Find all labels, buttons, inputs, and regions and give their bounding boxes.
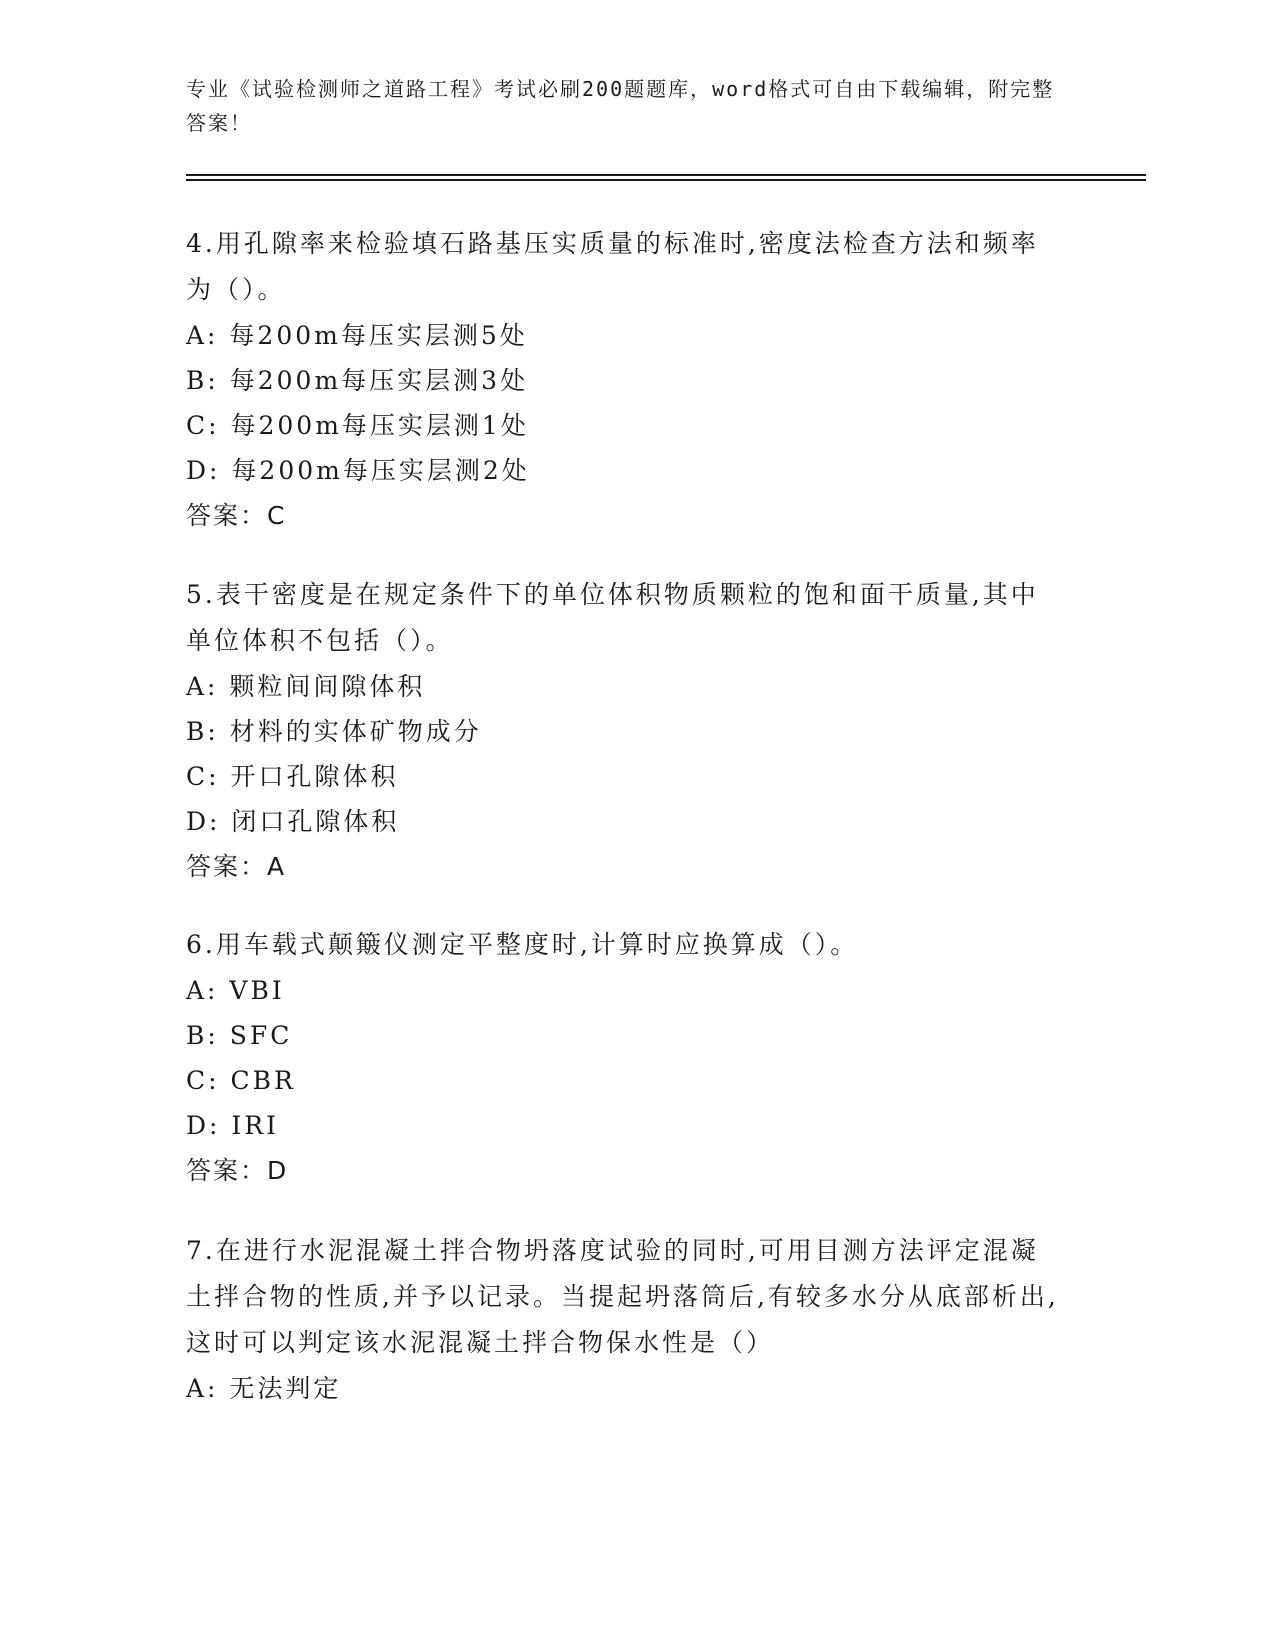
question-text: 5.表干密度是在规定条件下的单位体积物质颗粒的饱和面干质量,其中单位体积不包括（）。: [186, 580, 1039, 655]
option-d: D: 闭口孔隙体积: [186, 807, 400, 836]
question-text: 6.用车载式颠簸仪测定平整度时,计算时应换算成（）。: [186, 930, 859, 959]
question-7: [186, 1228, 1066, 1411]
question-4: [186, 221, 1066, 538]
answer: 答案：D: [186, 1156, 289, 1185]
option-a: A: 无法判定: [186, 1374, 342, 1403]
option-c: C: 每200m每压实层测1处: [186, 411, 529, 440]
option-b: B: 每200m每压实层测3处: [186, 366, 529, 395]
option-a: A: 颗粒间间隙体积: [186, 672, 426, 701]
answer: 答案：C: [186, 501, 287, 530]
header-divider-bottom: [186, 179, 1146, 181]
option-c: C: CBR: [186, 1066, 296, 1095]
question-text: 4.用孔隙率来检验填石路基压实质量的标准时,密度法检查方法和频率为（）。: [186, 229, 1039, 304]
option-b: B: 材料的实体矿物成分: [186, 717, 482, 746]
option-a: A: VBI: [186, 976, 285, 1005]
question-5: [186, 572, 1066, 889]
option-a: A: 每200m每压实层测5处: [186, 321, 528, 350]
option-b: B: SFC: [186, 1021, 293, 1050]
option-c: C: 开口孔隙体积: [186, 762, 399, 791]
option-d: D: IRI: [186, 1111, 279, 1140]
header-divider-top: [186, 174, 1146, 176]
question-6: [186, 922, 1066, 1193]
option-d: D: 每200m每压实层测2处: [186, 456, 530, 485]
document-intro: 专业《试验检测师之道路工程》考试必刷200题题库，word格式可自由下载编辑，附完整答案！: [186, 77, 1055, 135]
answer: 答案：A: [186, 852, 287, 881]
question-text: 7.在进行水泥混凝土拌合物坍落度试验的同时,可用目测方法评定混凝土拌合物的性质,并予以记录。当提起坍落筒后,有较多水分从底部析出,这时可以判定该水泥混凝土拌合物保水性是（）: [186, 1236, 1059, 1357]
